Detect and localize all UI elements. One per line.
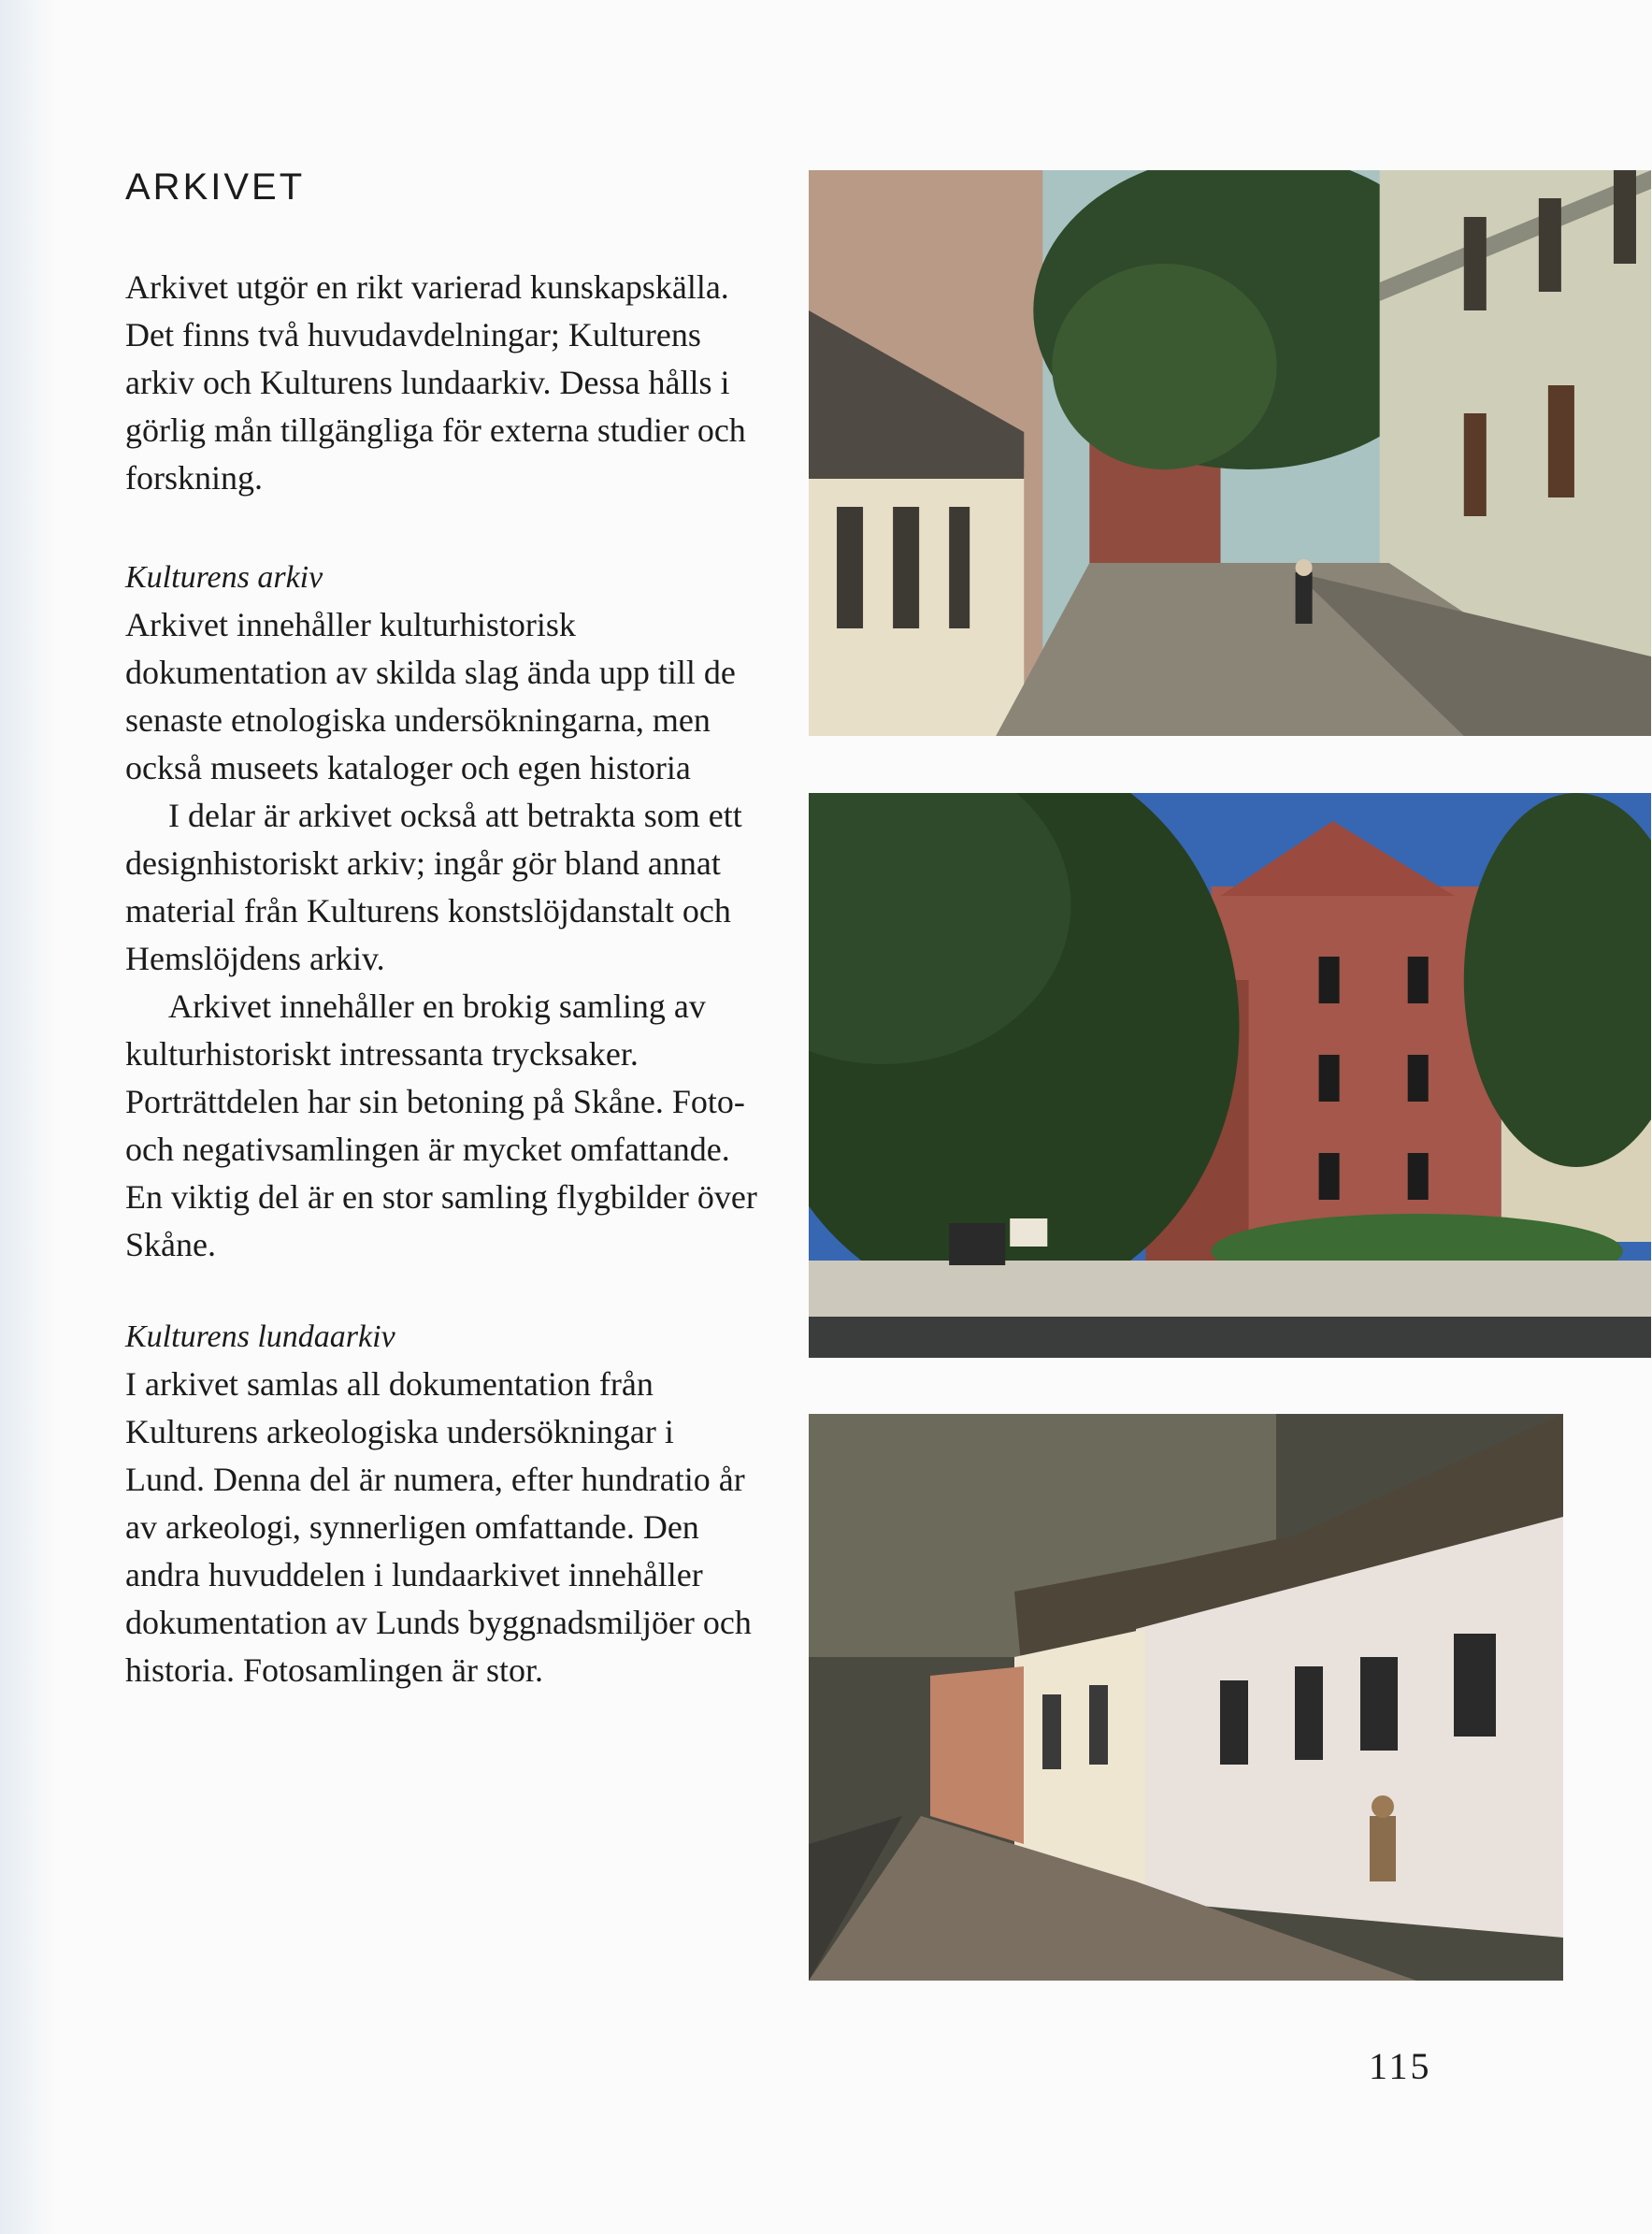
text-column (125, 264, 761, 1694)
page-edge-shadow (0, 0, 56, 2234)
photo-brick-building (809, 793, 1651, 1358)
paragraph: I delar är arkivet också att betrakta som ett designhistoriskt arkiv; ingår gör bland annat material från Kulturens konstslöjdanstalt och Hemslöjdens arkiv. (125, 797, 742, 977)
subheading-kulturens-lundaarkiv: Kulturens lundaarkiv (125, 1319, 395, 1354)
page-number: 115 (1369, 2045, 1432, 2087)
section-heading: ARKIVET (125, 166, 306, 208)
paragraph: Arkivet innehåller kulturhistorisk dokumentation av skilda slag ända upp till de senaste etnologiska undersökningarna, men också museets kataloger och egen historia (125, 606, 736, 786)
paragraph: Arkivet innehåller en brokig samling av kulturhistoriskt intressanta trycksaker. Porträttdelen har sin betoning på Skåne. Foto- och negativsamlingen är mycket omfattande. En viktig del är en stor samling flygbilder över Skåne. (125, 987, 757, 1263)
subheading-kulturens-arkiv: Kulturens arkiv (125, 560, 323, 595)
paragraph: I arkivet samlas all dokumentation från Kulturens arkeologiska undersökningar i Lund. Denna del är numera, efter hundratio år av arkeologi, synnerligen omfattande. Den andra huvuddelen i lundaarkivet innehåller dokumentation av Lunds byggnadsmiljöer och historia. Fotosamlingen är stor. (125, 1365, 752, 1689)
photo-street-with-cyclist (809, 170, 1651, 736)
photo-low-houses-street (809, 1414, 1563, 1981)
intro-paragraph: Arkivet utgör en rikt varierad kunskapskälla. Det finns två huvudavdelningar; Kulturens arkiv och Kulturens lundaarkiv. Dessa hålls i görlig mån tillgängliga för externa studier och forskning. (125, 268, 746, 497)
